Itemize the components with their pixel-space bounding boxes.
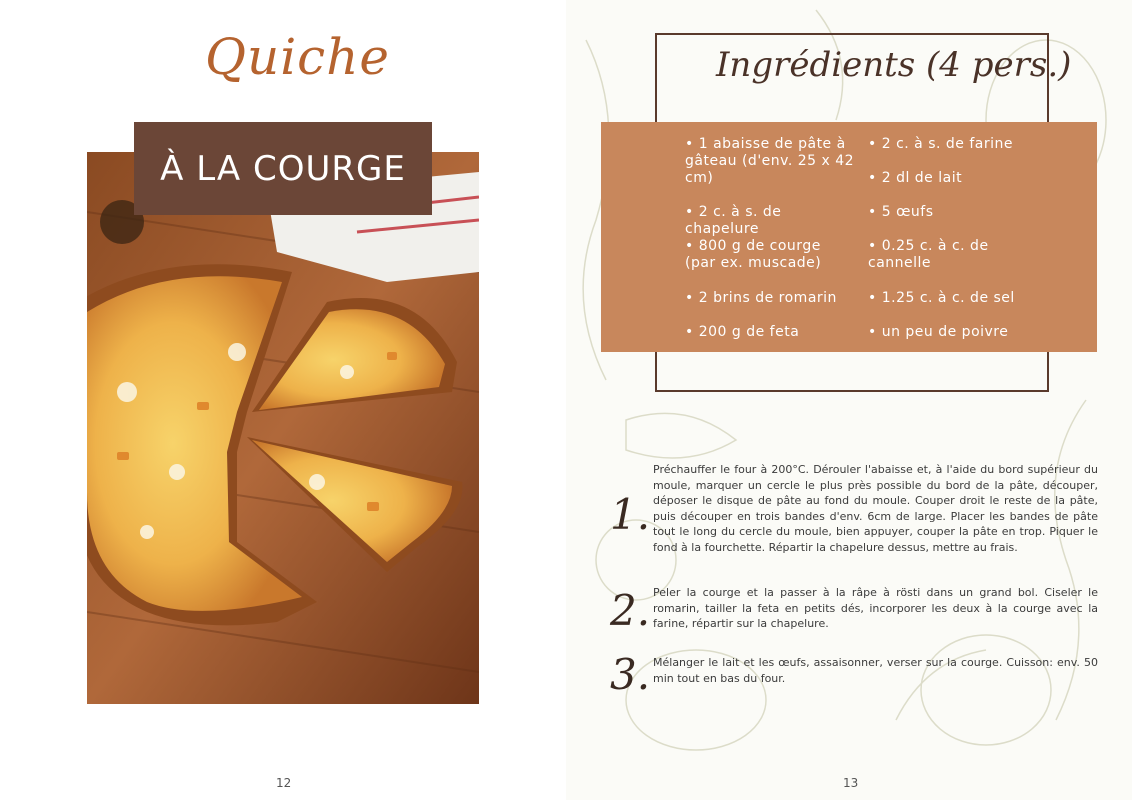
ingredient-item: • 2 c. à s. de farine bbox=[868, 136, 1013, 152]
right-page bbox=[566, 0, 1132, 800]
step-number: 1. bbox=[610, 490, 651, 539]
ingredient-item: • un peu de poivre bbox=[868, 324, 1009, 340]
step-number: 2. bbox=[610, 586, 651, 635]
page-number-left: 12 bbox=[276, 776, 292, 790]
ingredient-item: • 2 brins de romarin bbox=[685, 290, 837, 306]
quiche-photo-illustration bbox=[87, 152, 479, 704]
recipe-title-banner: À LA COURGE bbox=[134, 122, 432, 215]
ingredient-item: • 200 g de feta bbox=[685, 324, 800, 340]
ingredient-item: • 800 g de courge (par ex. muscade) bbox=[685, 238, 822, 271]
ingredient-item: • 2 c. à s. de chapelure bbox=[685, 204, 782, 237]
ingredients-box bbox=[601, 122, 1097, 352]
page-number-right: 13 bbox=[843, 776, 859, 790]
ingredient-item: • 2 dl de lait bbox=[868, 170, 963, 186]
ingredient-item: • 0.25 c. à c. de cannelle bbox=[868, 238, 989, 271]
ingredient-item: • 5 œufs bbox=[868, 204, 934, 220]
step-text: Peler la courge et la passer à la râpe à rösti dans un grand bol. Ciseler le romarin, tailler la feta en petits dés, incorporer les deux à la courge avec la farine, répartir sur la chapelure. bbox=[653, 586, 1098, 630]
ingredients-title: Ingrédients (4 pers.) bbox=[716, 45, 1072, 85]
step-text: Mélanger le lait et les œufs, assaisonner, verser sur la courge. Cuisson: env. 50 min tout en bas du four. bbox=[653, 656, 1098, 685]
step-text: Préchauffer le four à 200°C. Dérouler l'abaisse et, à l'aide du bord supérieur du moule, marquer un cercle le plus près possible du bord de la pâte, découper, déposer le disque de pâte au fond du moule. Couper droit le reste de la pâte, puis découper en trois bandes d'env. 6cm de large. Placer les bandes de pâte tout le long du cercle du moule, bien appuyer, couper la pâte en trop. Piquer le fond à la fourchette. Répartir la chapelure dessus, mettre au frais. bbox=[653, 463, 1098, 554]
ingredient-item: • 1 abaisse de pâte à gâteau (d'env. 25 x 42 cm) bbox=[685, 136, 855, 186]
step-number: 3. bbox=[610, 650, 651, 699]
recipe-title-script: Quiche bbox=[205, 28, 390, 86]
ingredient-item: • 1.25 c. à c. de sel bbox=[868, 290, 1015, 306]
quiche-photo bbox=[87, 152, 479, 704]
